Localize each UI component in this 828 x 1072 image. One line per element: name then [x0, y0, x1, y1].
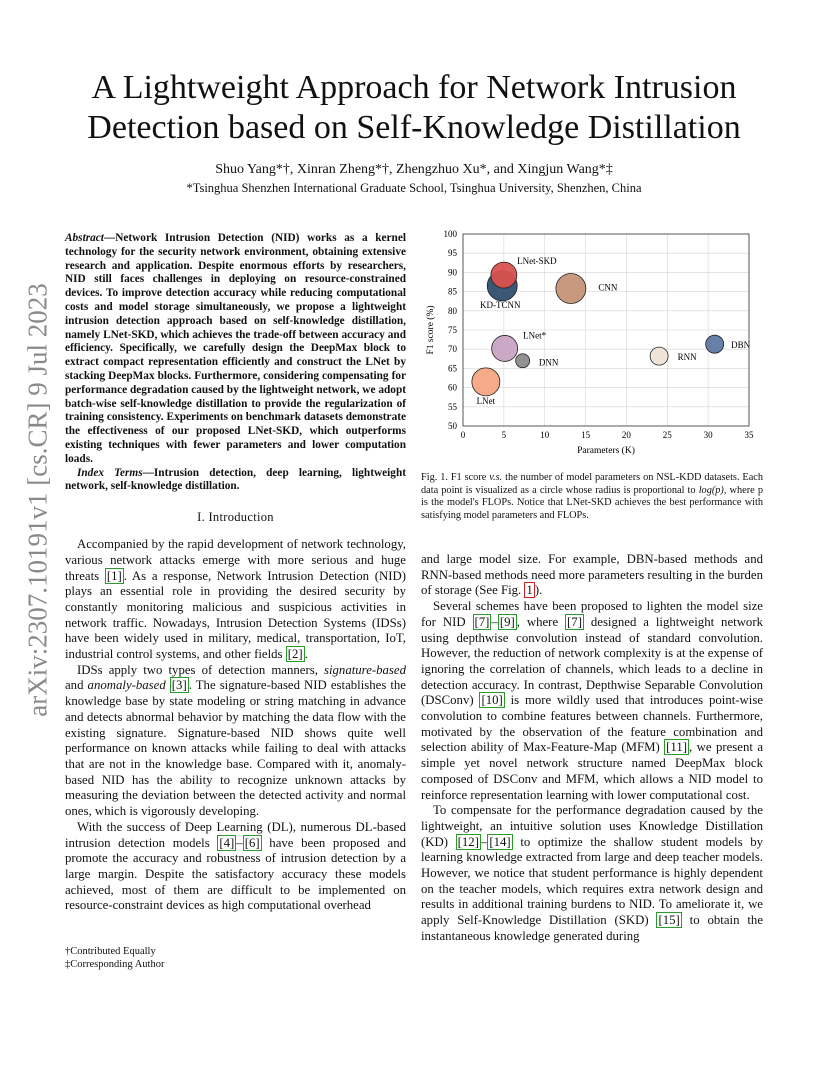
data-point-cnn [556, 274, 586, 304]
figure-1-caption: Fig. 1. F1 score v.s. the number of model parameters on NSL-KDD datasets. Each data point is visualized as a circle whose radius is proportional to log(p), where p is the model's FLOPs. Notice that LNet-SKD achieves the best performance with satisfying model parameters and FLOPs. [421, 472, 763, 521]
y-tick-label: 95 [448, 248, 457, 259]
abstract [65, 232, 406, 467]
citation-link[interactable]: [12] [457, 834, 479, 849]
y-tick-label: 65 [448, 363, 457, 374]
paper-title [60, 68, 768, 148]
arxiv-stamp [18, 283, 58, 717]
data-label-lnet-: LNet* [523, 330, 547, 341]
footnote-contributed-equally: †Contributed Equally [65, 946, 156, 957]
y-tick-label: 50 [448, 421, 457, 431]
right-paragraph-3: To compensate for the performance degradation caused by the lightweight, an intuitive solution uses Knowledge Distillation (KD) [12] – [14] to optimize the shallow student models by learning knowledge extracted from large and deep teacher models. However, we notice that student performance is highly dependent on the teacher models, which requires extra network design and results in additional training burdens to NID. To ameliorate it, we apply Self-Knowledge Distillation (SKD) [15] to obtain the instantaneous knowledge generated during [421, 803, 763, 943]
data-label-kd-tcnn: KD-TCNN [479, 299, 521, 310]
data-label-rnn: RNN [677, 352, 697, 363]
intro-paragraph-2: IDSs apply two types of detection manners, signature-based and anomaly-based [3] . The signature-based NID establishes the knowledge base by state modeling or string matching in advance and detects abnormal behavior by matching the data flow with the existing signature. Signature-based NID shows quite well performance on known attacks while failing to deal with attacks that are not in the knowledge base. Compared with it, anomaly-based NID has the ability to recognize unknown attacks by measuring the deviation between the detected activity and normal ones, which is vigorously developing. [65, 662, 406, 819]
x-tick-label: 35 [744, 430, 754, 440]
citation-link[interactable]: [2] [287, 647, 303, 662]
citation-link[interactable]: [4] [219, 835, 235, 850]
arxiv-identifier: arXiv:2307.10191v1 [cs.CR] 9 Jul 2023 [22, 283, 53, 717]
author-list: Shuo Yang*†, Xinran Zheng*†, Zhengzhuo Xu*, and Xingjun Wang*‡ [215, 162, 613, 177]
index-terms-text: —Intrusion detection, deep learning, lightweight network, self-knowledge distillation. [65, 466, 406, 493]
affiliation: *Tsinghua Shenzhen International Graduate School, Tsinghua University, Shenzhen, China [186, 181, 642, 195]
intro-paragraph-1: Accompanied by the rapid development of network technology, various network attacks emerge with more serious and huge threats [1] . As a response, Network Intrusion Detection (NID) plays an essential role in providing the desired security by constantly monitoring malicious and suspicious activities in network traffic. Nowadays, Intrusion Detection Systems (IDSs) have been widely used in military, medical, transportation, IoT, industrial control systems, and other fields [2] . [65, 537, 406, 662]
y-tick-label: 80 [448, 305, 457, 316]
citation-link[interactable]: [7] [567, 614, 582, 629]
right-paragraph-1: and large model size. For example, DBN-based methods and RNN-based methods need more parameters resulting in the burden of storage (See Fig. 1 ). [421, 552, 763, 598]
abstract-text: —Network Intrusion Detection (NID) works as a kernel technology for the security network environment, obtaining extensive research and application. Despite enormous efforts by researchers, NID still faces challenges in deploying on resource-constrained devices. To improve detection accuracy while reducing computational costs and model storage simultaneously, we propose a lightweight intrusion detection approach based on self-knowledge distillation, namely LNet-SKD, which achieves the trade-off between accuracy and efficiency. Specifically, we carefully design the DeepMax block to extract compact representation efficiently and construct the LNet by stacking DeepMax blocks. Furthermore, considering compensating for performance degradation caused by the lightweight network, we adopt batch-wise self-knowledge distillation to provide the regularization of training consistency. Experiments on benchmark datasets demonstrate the effectiveness of our proposed LNet-SKD, which outperforms existing techniques with fewer parameters and lower computation loads. [65, 232, 406, 465]
left-column [65, 232, 406, 914]
citation-link[interactable]: [11] [666, 740, 687, 755]
abstract-label: Abstract [65, 232, 104, 244]
data-point-dnn [516, 354, 530, 368]
section-heading-introduction: I. Introduction [197, 510, 274, 525]
footnotes [65, 946, 365, 971]
data-label-dnn: DNN [538, 357, 559, 368]
x-tick-label: 5 [501, 430, 507, 440]
x-tick-label: 30 [703, 430, 713, 440]
title-line-2: Detection based on Self-Knowledge Distillation [87, 109, 741, 146]
figure-1-chart [421, 226, 763, 466]
y-tick-label: 100 [443, 229, 457, 239]
x-tick-label: 20 [621, 430, 631, 440]
y-tick-label: 90 [448, 267, 457, 278]
x-axis-label: Parameters (K) [577, 446, 635, 456]
citation-link[interactable]: [10] [481, 693, 503, 708]
index-terms [65, 467, 406, 495]
scatter-chart [421, 226, 763, 466]
data-point-lnet-skd [491, 262, 517, 288]
data-label-lnet-skd: LNet-SKD [517, 256, 557, 267]
figure-reference-link[interactable]: 1 [526, 583, 533, 598]
y-tick-label: 70 [448, 344, 457, 355]
citation-link[interactable]: [3] [171, 678, 187, 693]
citation-link[interactable]: [15] [658, 913, 680, 928]
citation-link[interactable]: [7] [474, 614, 490, 629]
data-label-dbn: DBN [731, 340, 751, 351]
right-column-body [421, 552, 763, 945]
introduction-body [65, 537, 406, 914]
y-tick-label: 55 [448, 401, 457, 412]
title-line-1: A Lightweight Approach for Network Intrusion [91, 69, 737, 106]
citation-link[interactable]: [9] [499, 614, 515, 629]
data-point-lnet- [492, 335, 518, 361]
citation-link[interactable]: [1] [106, 568, 122, 583]
citation-link[interactable]: [14] [489, 834, 511, 849]
intro-paragraph-3: With the success of Deep Learning (DL), numerous DL-based intrusion detection models [4] – [6] have been proposed and promote the accuracy and robustness of intrusion detection by a large margin. Despite the satisfactory accuracy these models achieved, most of them are difficult to be implemented on resource-constraint devices as high computational overhead [65, 819, 406, 913]
data-point-lnet [472, 368, 500, 396]
y-tick-label: 75 [448, 325, 457, 335]
data-label-cnn: CNN [598, 282, 618, 293]
y-axis-label: F1 score (%) [426, 305, 436, 355]
x-tick-label: 10 [540, 430, 550, 440]
x-tick-label: 25 [662, 430, 672, 440]
data-label-lnet: LNet [476, 395, 496, 406]
x-tick-label: 15 [581, 430, 591, 440]
y-tick-label: 60 [448, 382, 457, 393]
index-terms-label: Index Terms [77, 466, 143, 479]
data-point-rnn [650, 347, 668, 365]
right-paragraph-2: Several schemes have been proposed to lighten the model size for NID [7] – [9] , where [7] designed a lightweight network using depthwise convolution instead of standard convolution. However, the reduction of network complexity is at the expense of ignoring the correlation of channels, which leads to a decline in detection accuracy. In contrast, Depthwise Separable Convolution (DSConv) [10] is more wildly used that introduces point-wise convolution to combine features between channels. Furthermore, motivated by the observation of the feature combination and selection ability of Max-Feature-Map (MFM) [11] , we present a simple yet novel network structure named DeepMax block composed of DSConv and MFM, which allows a NID model to reinforce representation learning with lower computational cost. [421, 599, 764, 802]
citation-link[interactable]: [6] [244, 835, 260, 850]
y-tick-label: 85 [448, 286, 457, 297]
data-point-dbn [706, 335, 724, 353]
right-column [421, 552, 763, 945]
footnote-corresponding-author: ‡Corresponding Author [65, 958, 165, 970]
x-tick-label: 0 [460, 430, 466, 440]
